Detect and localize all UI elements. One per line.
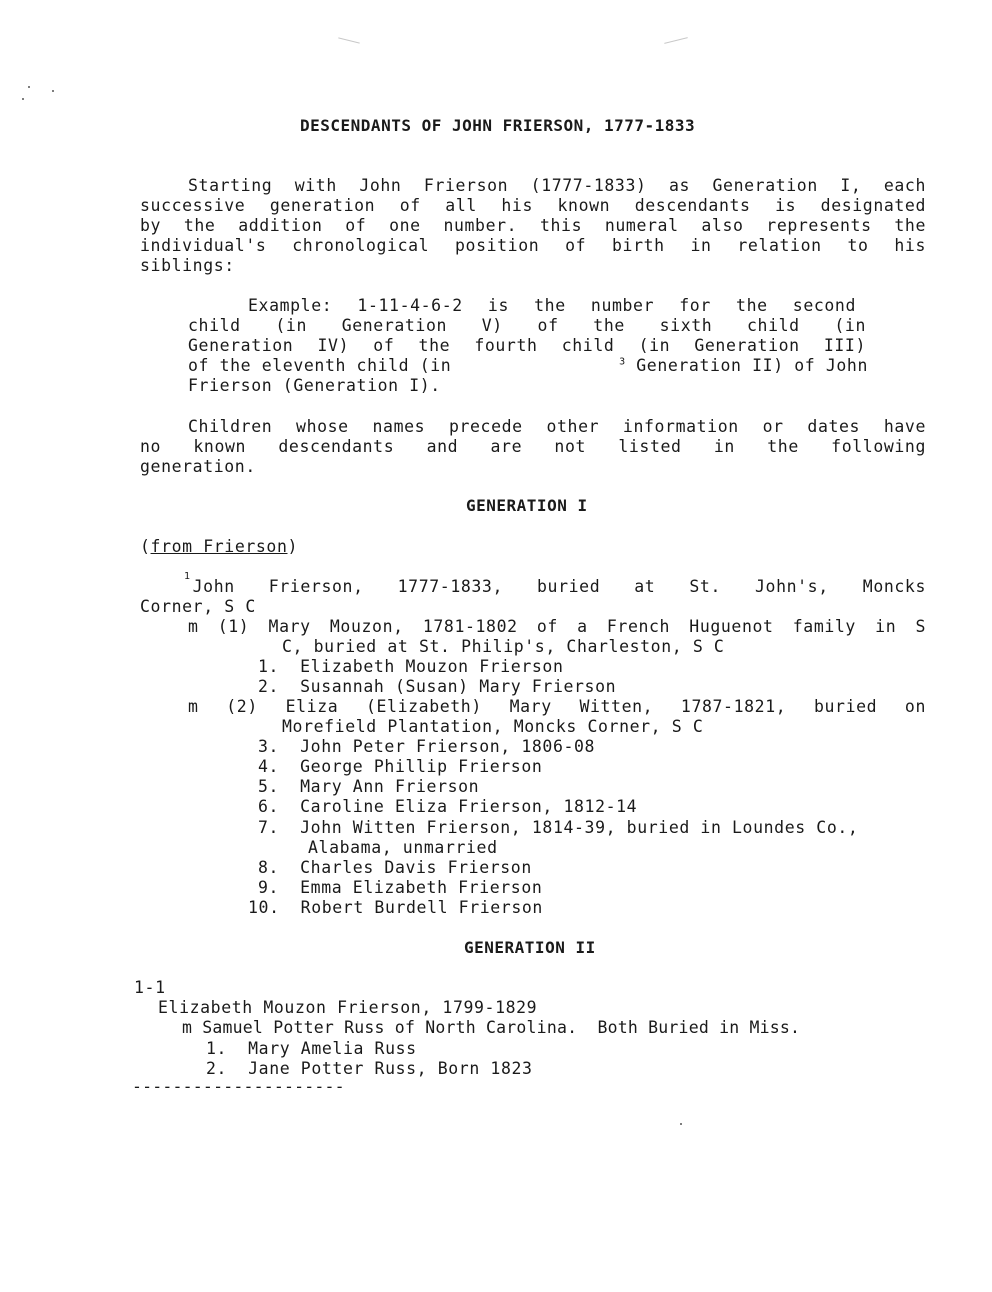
list-item: 8. Charles Davis Frierson [258,858,532,877]
list-item: 1. Mary Amelia Russ [206,1039,417,1058]
example-line-4-part-a: of the eleventh child (in [188,356,452,375]
intro-line-5: siblings: [140,256,235,275]
scan-dot [22,98,24,100]
note-line-1: Children whose names precede other information or dates have [188,417,926,436]
list-item: 2. Susannah (Susan) Mary Frierson [258,677,617,696]
john-entry-line-2: Corner, S C [140,597,256,616]
john-entry-line-1 [184,571,926,597]
footnote-mark: 1 [184,571,191,582]
intro-line-3: by the addition of one number. this numeral also represents the [140,216,926,235]
note-line-2: no known descendants and are not listed in the following [140,437,926,456]
list-item: 1. Elizabeth Mouzon Frierson [258,657,564,676]
marriage-2-line-2: Morefield Plantation, Moncks Corner, S C [282,717,704,736]
list-item: 3. John Peter Frierson, 1806-08 [258,737,596,756]
intro-line-1: Starting with John Frierson (1777-1833) as Generation I, each [188,176,926,195]
scan-mark-left [338,37,360,43]
list-item-continuation: Alabama, unmarried [308,838,498,857]
generation-1-heading: GENERATION I [466,496,588,515]
list-item: 5. Mary Ann Frierson [258,777,480,796]
example-line-5: Frierson (Generation I). [188,376,441,395]
list-item: 7. John Witten Frierson, 1814-39, buried in Loundes Co., [258,818,859,837]
list-item: 6. Caroline Eliza Frierson, 1812-14 [258,797,638,816]
list-item: 4. George Phillip Frierson [258,757,543,776]
marriage-2-line-1: m (2) Eliza (Elizabeth) Mary Witten, 1787-1821, buried on [188,697,926,716]
example-line-4 [188,356,868,376]
from-paren-close: ) [287,537,299,556]
gen2-marriage: m Samuel Potter Russ of North Carolina. Both Buried in Miss. [182,1018,801,1037]
gen2-name: Elizabeth Mouzon Frierson, 1799-1829 [158,998,538,1017]
marriage-1-line-1: m (1) Mary Mouzon, 1781-1802 of a French Huguenot family in S [188,617,926,636]
from-label [140,537,298,557]
page-title: DESCENDANTS OF JOHN FRIERSON, 1777-1833 [300,116,696,135]
from-text: from Frierson [150,537,288,556]
list-item: 9. Emma Elizabeth Frierson [258,878,543,897]
note-line-3: generation. [140,457,256,476]
from-paren-open: ( [140,537,151,556]
example-line-2: child (in Generation V) of the sixth child (in [188,316,866,335]
example-line-4-rest: Generation II) of John [636,356,868,375]
intro-line-2: successive generation of all his known descendants is designated [140,196,926,215]
john-entry-text: John Frierson, 1777-1833, buried at St. John's, Moncks [192,577,926,596]
scan-dot [28,86,30,88]
gen2-id: 1-1 [134,978,166,997]
example-line-3: Generation IV) of the fourth child (in Generation III) [188,336,866,355]
scan-mark-right [664,37,688,44]
scan-dot [680,1123,682,1125]
footnote-mark: 3 [619,356,626,368]
marriage-1-line-2: C, buried at St. Philip's, Charleston, S C [282,637,725,656]
section-divider: --------------------- [132,1077,345,1096]
example-line-4-part-b [619,356,868,376]
example-line-1: Example: 1-11-4-6-2 is the number for the second [248,296,856,315]
scan-dot [52,90,54,92]
list-item: 2. Jane Potter Russ, Born 1823 [206,1059,533,1078]
intro-line-4: individual's chronological position of birth in relation to his [140,236,926,255]
generation-2-heading: GENERATION II [464,938,596,957]
list-item: 10. Robert Burdell Frierson [248,898,543,917]
